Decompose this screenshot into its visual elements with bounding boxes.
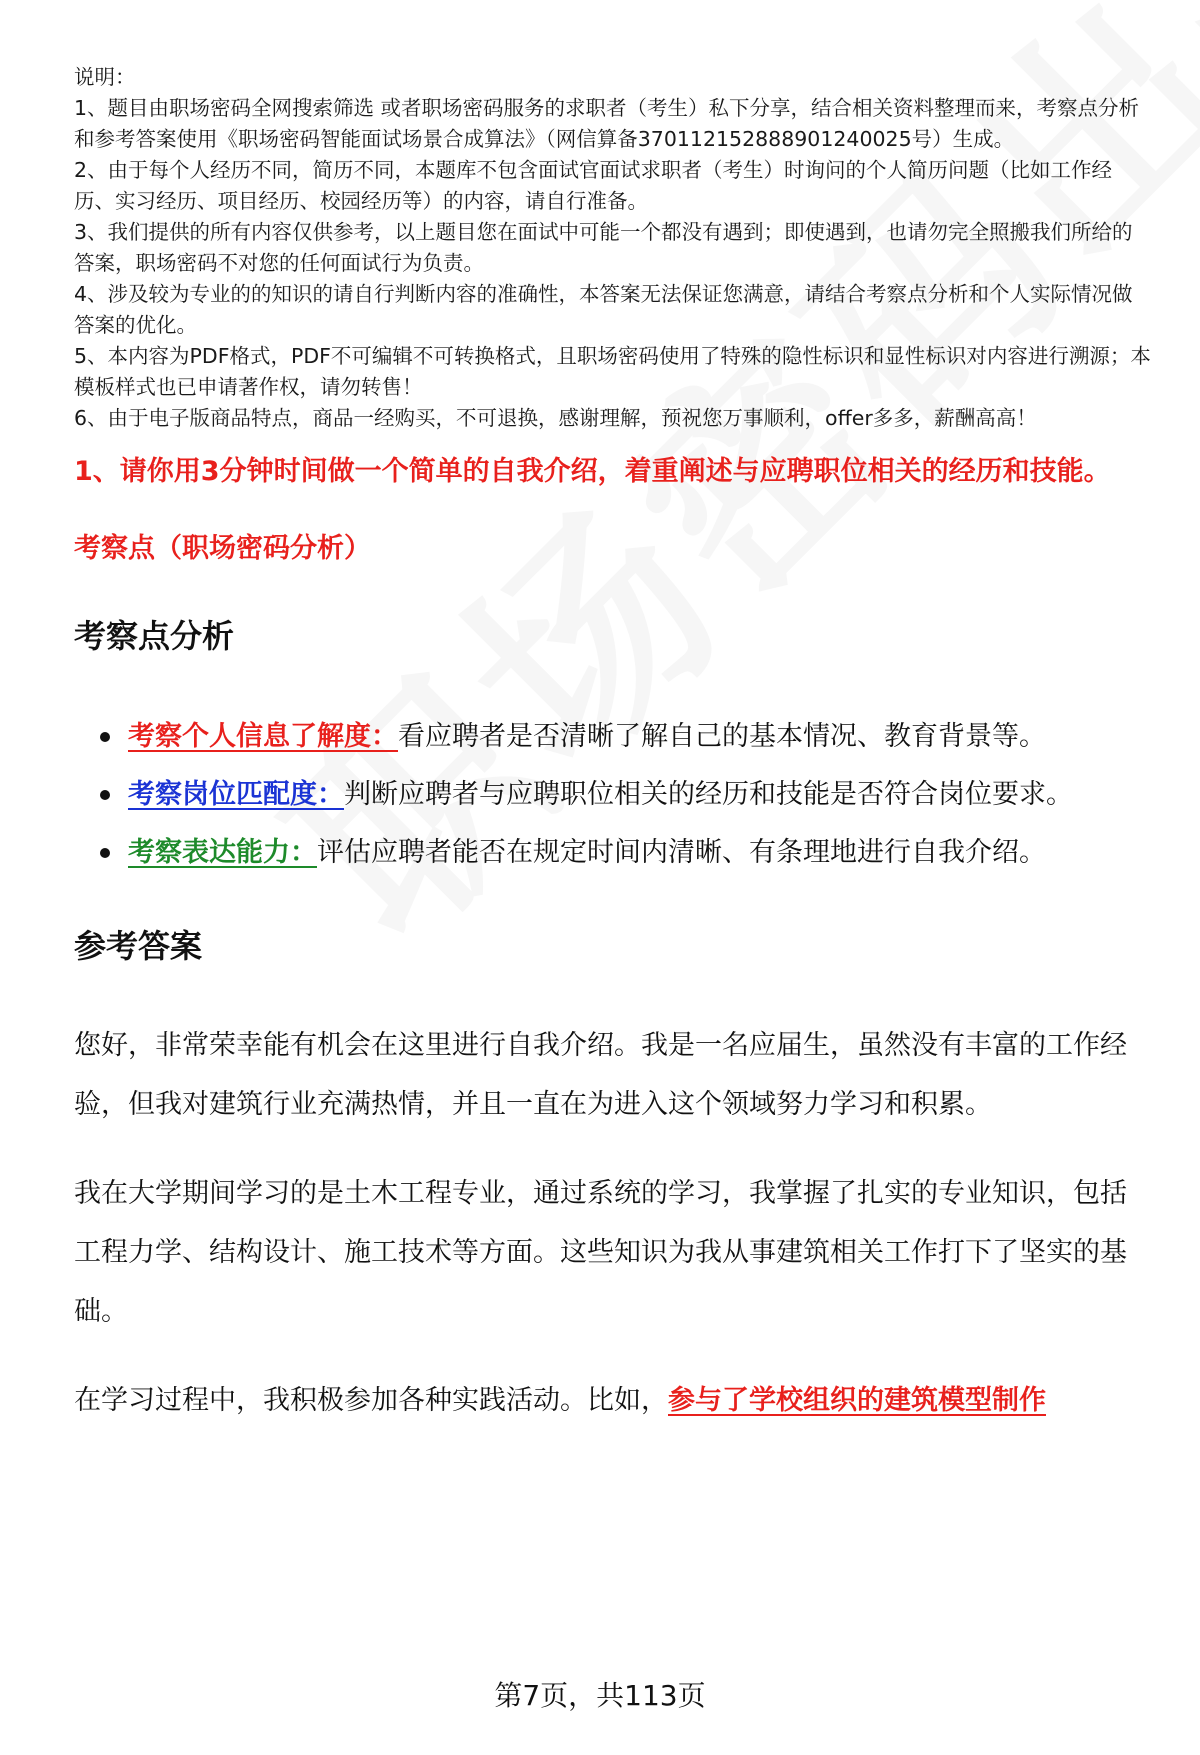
answer-paragraph: 您好，非常荣幸能有机会在这里进行自我介绍。我是一名应届生，虽然没有丰富的工作经验，但我对建筑行业充满热情，并且一直在为进入这个领域努力学习和积累。 xyxy=(74,1030,1127,1120)
note-item: 6、由于电子版商品特点，商品一经购买，不可退换，感谢理解，预祝您万事顺利，offer多多，薪酬高高！ xyxy=(74,406,1037,430)
note-item: 5、本内容为PDF格式，PDF不可编辑不可转换格式，且职场密码使用了特殊的隐性标识和显性标识对内容进行溯源；本模板样式也已申请著作权，请勿转售！ xyxy=(74,344,1151,399)
note-item: 1、题目由职场密码全网搜索筛选 或者职场密码服务的求职者（考生）私下分享，结合相关资料整理而来，考察点分析和参考答案使用《职场密码智能面试场景合成算法》（网信算备370112152888901240025号）生成。 xyxy=(74,96,1140,151)
notes-heading: 说明： xyxy=(74,65,136,89)
question-subtitle: 考察点（职场密码分析） xyxy=(74,533,371,564)
analysis-point-key: 考察表达能力： xyxy=(128,837,317,868)
question-title: 1、请你用3分钟时间做一个简单的自我介绍，着重阐述与应聘职位相关的经历和技能。 xyxy=(74,456,1111,487)
analysis-point-key: 考察岗位匹配度： xyxy=(128,779,344,810)
analysis-list xyxy=(74,708,1152,882)
answer-heading: 参考答案 xyxy=(74,927,203,965)
analysis-point xyxy=(74,766,1152,824)
note-item: 4、涉及较为专业的的知识的请自行判断内容的准确性，本答案无法保证您满意，请结合考察点分析和个人实际情况做答案的优化。 xyxy=(74,282,1133,337)
note-item: 3、我们提供的所有内容仅供参考，以上题目您在面试中可能一个都没有遇到；即使遇到，也请勿完全照搬我们所给的答案，职场密码不对您的任何面试行为负责。 xyxy=(74,220,1133,275)
answer-paragraph: 我在大学期间学习的是土木工程专业，通过系统的学习，我掌握了扎实的专业知识，包括工程力学、结构设计、施工技术等方面。这些知识为我从事建筑相关工作打下了坚实的基础。 xyxy=(74,1178,1127,1327)
page-number: 第7页，共113页 xyxy=(494,1679,706,1712)
document-page xyxy=(74,62,1152,1430)
disclaimer-notes xyxy=(74,62,1152,434)
note-item: 2、由于每个人经历不同，简历不同，本题库不包含面试官面试求职者（考生）时询问的个人简历问题（比如工作经历、实习经历、项目经历、校园经历等）的内容，请自行准备。 xyxy=(74,158,1113,213)
analysis-point-key: 考察个人信息了解度： xyxy=(128,721,398,752)
answer-paragraph xyxy=(74,1371,1152,1430)
answer-paragraph-text: 在学习过程中，我积极参加各种实践活动。比如， xyxy=(74,1385,668,1416)
analysis-point-text: 评估应聘者能否在规定时间内清晰、有条理地进行自我介绍。 xyxy=(317,837,1046,868)
analysis-heading: 考察点分析 xyxy=(74,617,235,655)
analysis-point xyxy=(74,824,1152,882)
analysis-point-text: 看应聘者是否清晰了解自己的基本情况、教育背景等。 xyxy=(398,721,1046,752)
answer-highlight: 参与了学校组织的建筑模型制作 xyxy=(668,1385,1046,1416)
analysis-point-text: 判断应聘者与应聘职位相关的经历和技能是否符合岗位要求。 xyxy=(344,779,1073,810)
analysis-point xyxy=(74,708,1152,766)
